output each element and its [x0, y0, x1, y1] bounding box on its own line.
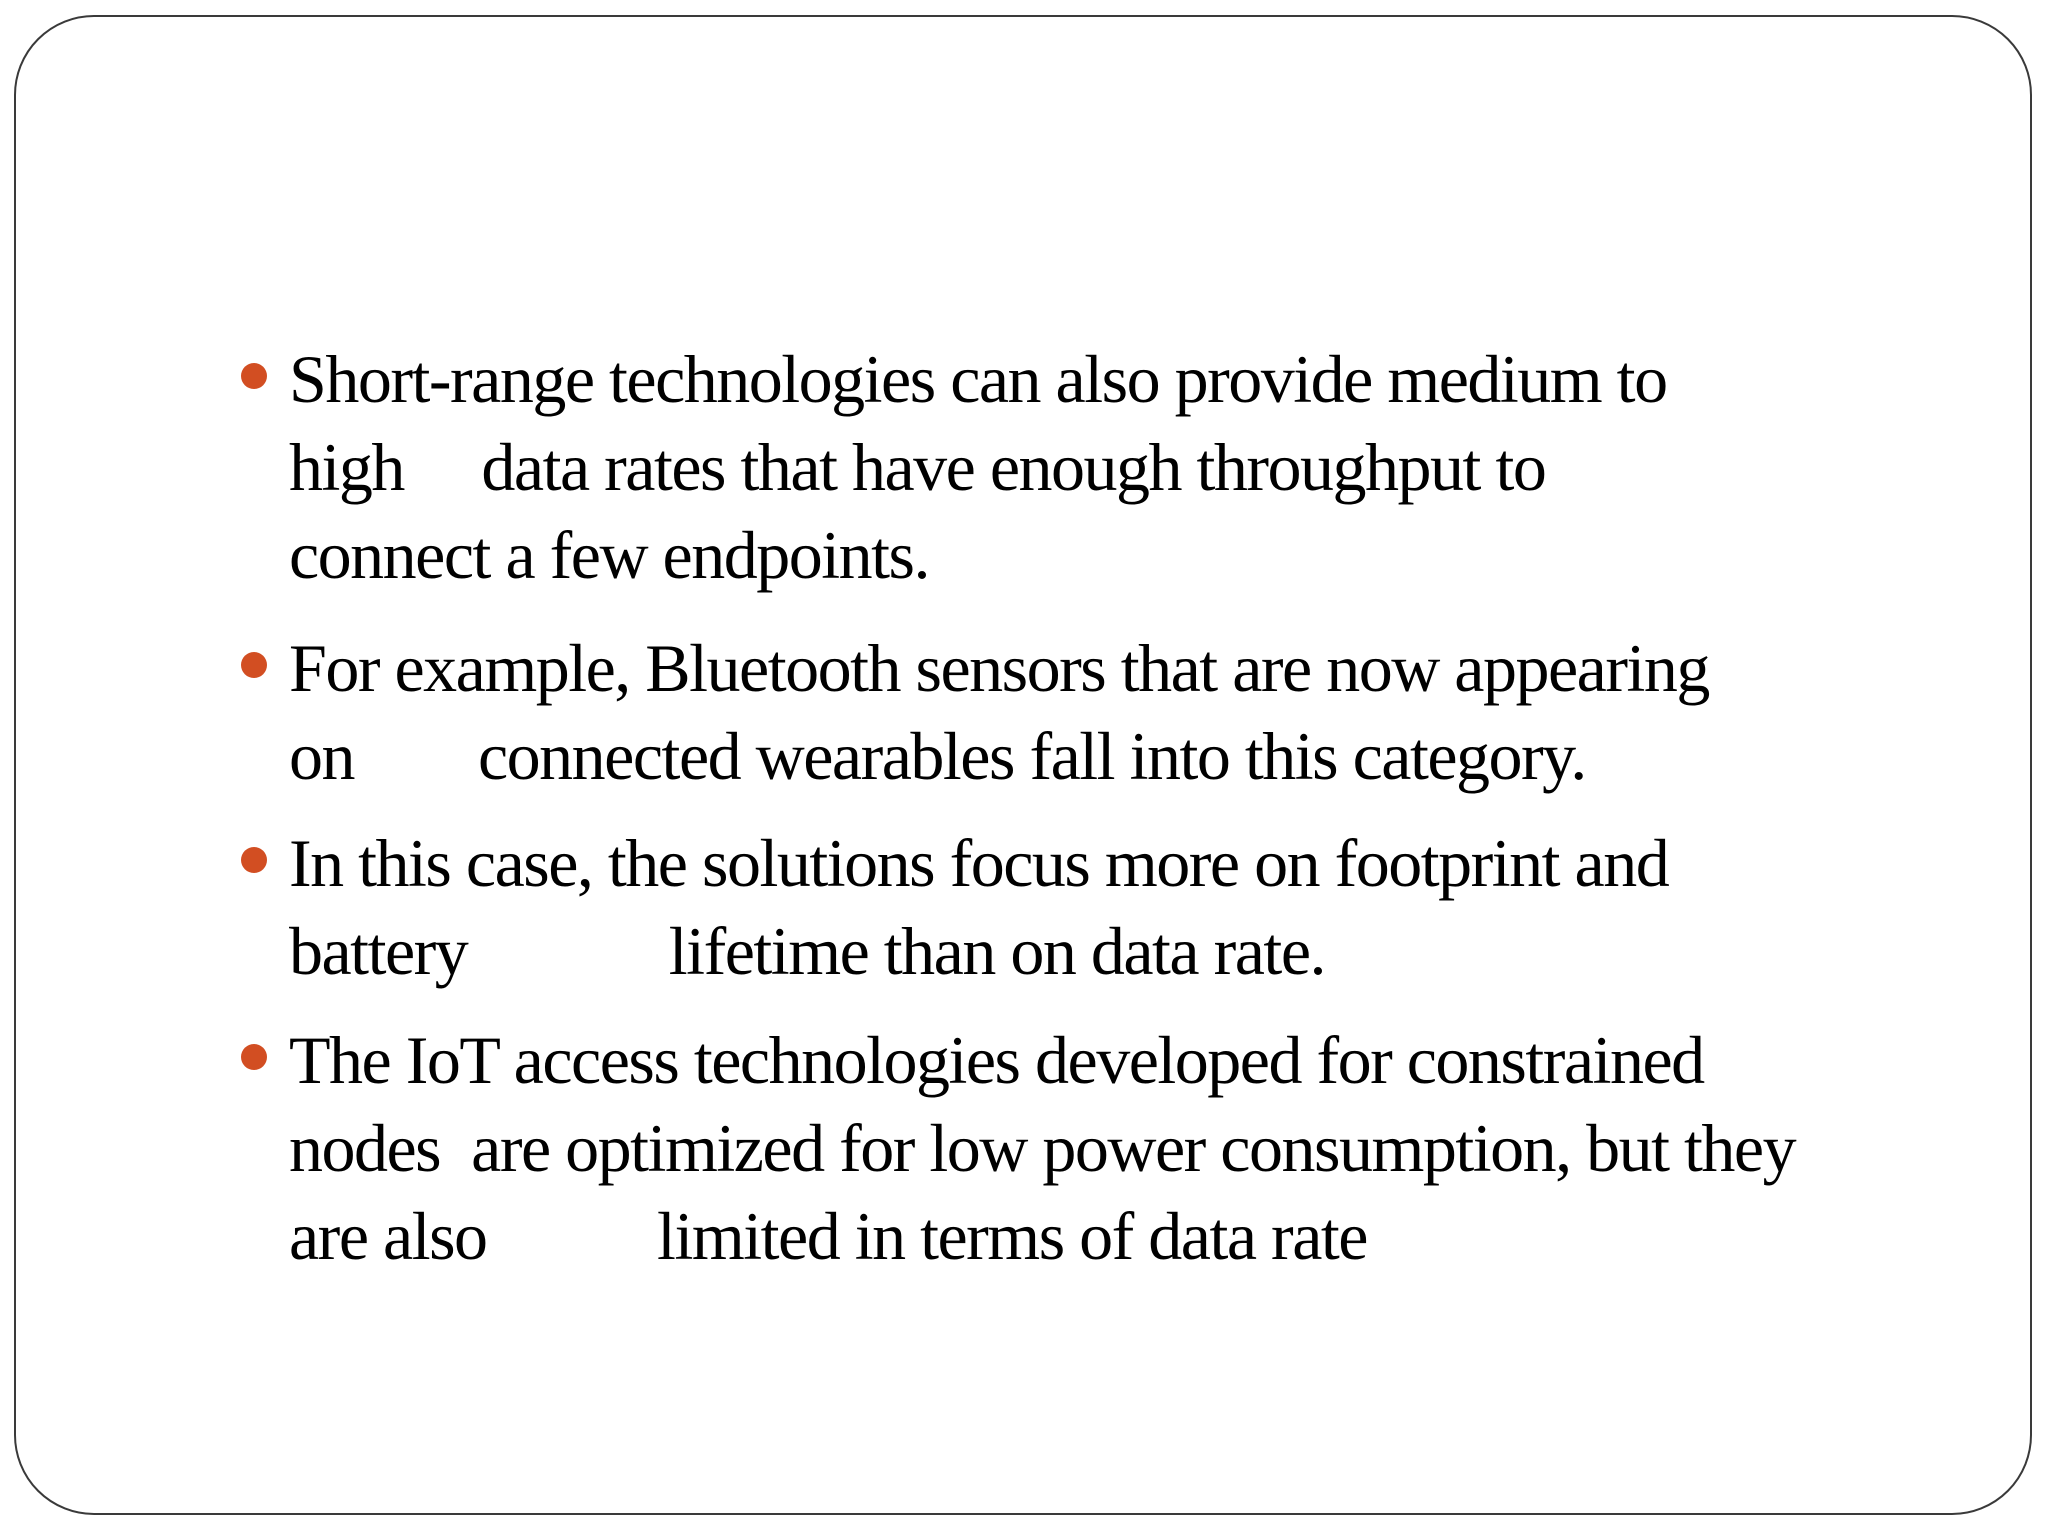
- bullet-dot-icon: [241, 847, 267, 873]
- bullet-text-line: The IoT access technologies developed for constrained: [289, 1022, 1704, 1098]
- bullet-text-line: on connected wearables fall into this category.: [289, 718, 1586, 794]
- bullet-text-line: Short-range technologies can also provide medium to: [289, 341, 1667, 417]
- bullet-text-line: For example, Bluetooth sensors that are now appearing: [289, 630, 1709, 706]
- bullet-list: [16, 17, 2030, 1513]
- bullet-text-line: In this case, the solutions focus more on footprint and: [289, 825, 1669, 901]
- bullet-dot-icon: [241, 652, 267, 678]
- bullet-text-line: are also limited in terms of data rate: [289, 1198, 1367, 1274]
- bullet-dot-icon: [241, 363, 267, 389]
- bullet-text-line: nodes are optimized for low power consumption, but they: [289, 1110, 1796, 1186]
- bullet-text-line: connect a few endpoints.: [289, 517, 929, 593]
- bullet-text-line: high data rates that have enough throughput to: [289, 429, 1546, 505]
- bullet-dot-icon: [241, 1044, 267, 1070]
- slide: [14, 15, 2032, 1515]
- bullet-text-line: battery lifetime than on data rate.: [289, 913, 1325, 989]
